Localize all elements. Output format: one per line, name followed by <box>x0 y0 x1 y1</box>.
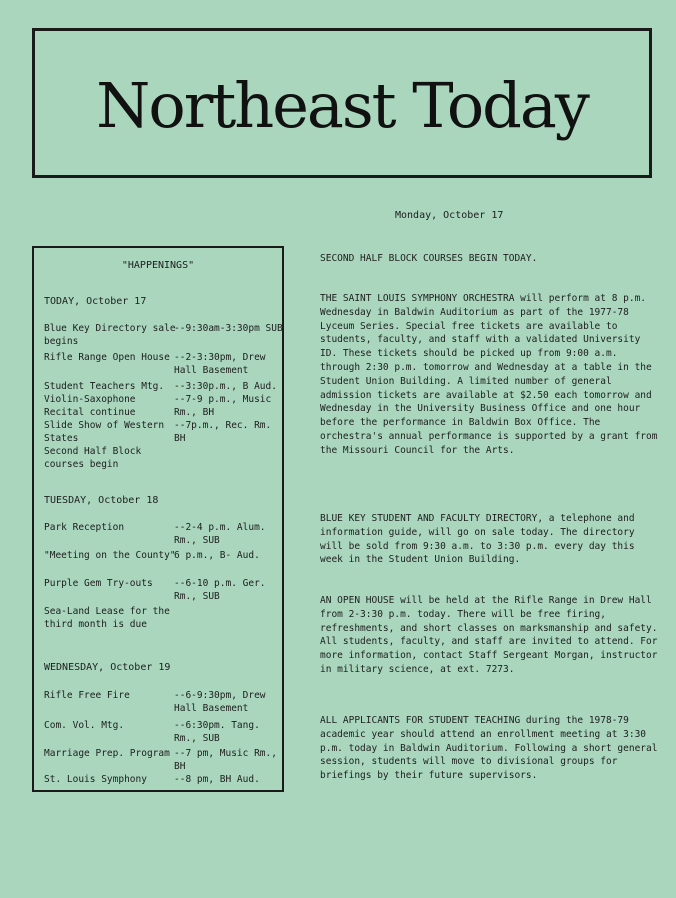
article <box>320 714 660 783</box>
article <box>320 594 660 677</box>
day-heading: TUESDAY, October 18 <box>44 495 159 506</box>
event-name: Blue Key Directory sale begins <box>44 323 176 347</box>
masthead <box>32 28 652 178</box>
article <box>320 252 660 266</box>
day-heading: TODAY, October 17 <box>44 296 147 307</box>
article <box>320 292 660 458</box>
event-name: Second Half Block courses begin <box>44 446 142 470</box>
event-when: --2-3:30pm, Drew Hall Basement <box>174 352 266 376</box>
event-when: --6:30pm. Tang. Rm., SUB <box>174 720 260 744</box>
event-when: --6-10 p.m. Ger. Rm., SUB <box>174 578 266 602</box>
event-when: 6 p.m., B- Aud. <box>174 550 260 561</box>
article-text: THE SAINT LOUIS SYMPHONY ORCHESTRA will perform at 8 p.m. Wednesday in Baldwin Auditorium as part of the 1977-78 Lyceum Series. Special free tickets are available to students, faculty, and staff with a validated University ID. These tickets should be picked up from 9:00 a.m. through 2:30 p.m. tomorrow and Wednesday at a table in the Student Union Building. A limited number of general admission tickets are available at $2.50 each tomorrow and Wednesday in the University Business Office and one hour before the performance in Baldwin Box Office. The orchestra's annual performance is supported by a grant from the Missouri Council for the Arts. <box>320 293 658 456</box>
event-name: St. Louis Symphony <box>44 774 147 785</box>
event-name: Park Reception <box>44 522 125 533</box>
event-when: --9:30am-3:30pm SUB <box>174 323 283 334</box>
event-when: --7-9 p.m., Music Rm., BH <box>174 394 272 418</box>
event-name: Rifle Free Fire <box>44 690 130 701</box>
happenings-box <box>32 246 284 792</box>
event-name: Student Teachers Mtg. <box>44 381 165 392</box>
event-name: Marriage Prep. Program <box>44 748 170 759</box>
masthead-title: Northeast Today <box>96 69 588 142</box>
event-when: --2-4 p.m. Alum. Rm., SUB <box>174 522 266 546</box>
article-text: BLUE KEY STUDENT AND FACULTY DIRECTORY, a telephone and information guide, will go on sale today. The directory will be sold from 9:30 a.m. to 3:30 p.m. every day this week in the Student Union Building. <box>320 513 635 566</box>
event-name: Com. Vol. Mtg. <box>44 720 125 731</box>
event-when: --7 pm, Music Rm., BH <box>174 748 277 772</box>
event-name: "Meeting on the County" <box>44 550 176 561</box>
article-text: SECOND HALF BLOCK COURSES BEGIN TODAY. <box>320 253 538 264</box>
event-name: Sea-Land Lease for the third month is due <box>44 606 170 630</box>
article <box>320 512 660 567</box>
event-name: Purple Gem Try-outs <box>44 578 153 589</box>
happenings-title: "HAPPENINGS" <box>121 260 195 271</box>
issue-date: Monday, October 17 <box>395 210 504 221</box>
event-when: --8 pm, BH Aud. <box>174 774 260 785</box>
event-when: --7p.m., Rec. Rm. BH <box>174 420 272 444</box>
article-text: AN OPEN HOUSE will be held at the Rifle Range in Drew Hall from 2-3:30 p.m. today. There will be free firing, refreshments, and short classes on marksmanship and safety. All students, faculty, and staff are invited to attend. For more information, contact Staff Sergeant Morgan, instructor in military science, at ext. 7273. <box>320 595 658 675</box>
event-name: Rifle Range Open House <box>44 352 170 363</box>
event-when: --3:30p.m., B Aud. <box>174 381 277 392</box>
day-heading: WEDNESDAY, October 19 <box>44 662 171 673</box>
event-when: --6-9:30pm, Drew Hall Basement <box>174 690 266 714</box>
event-name: Slide Show of Western States <box>44 420 165 444</box>
article-text: ALL APPLICANTS FOR STUDENT TEACHING during the 1978-79 academic year should attend an enrollment meeting at 3:30 p.m. today in Baldwin Auditorium. Following a short general session, students will move to divisional groups for briefings by their future supervisors. <box>320 715 658 782</box>
event-name: Violin-Saxophone Recital continue <box>44 394 136 418</box>
